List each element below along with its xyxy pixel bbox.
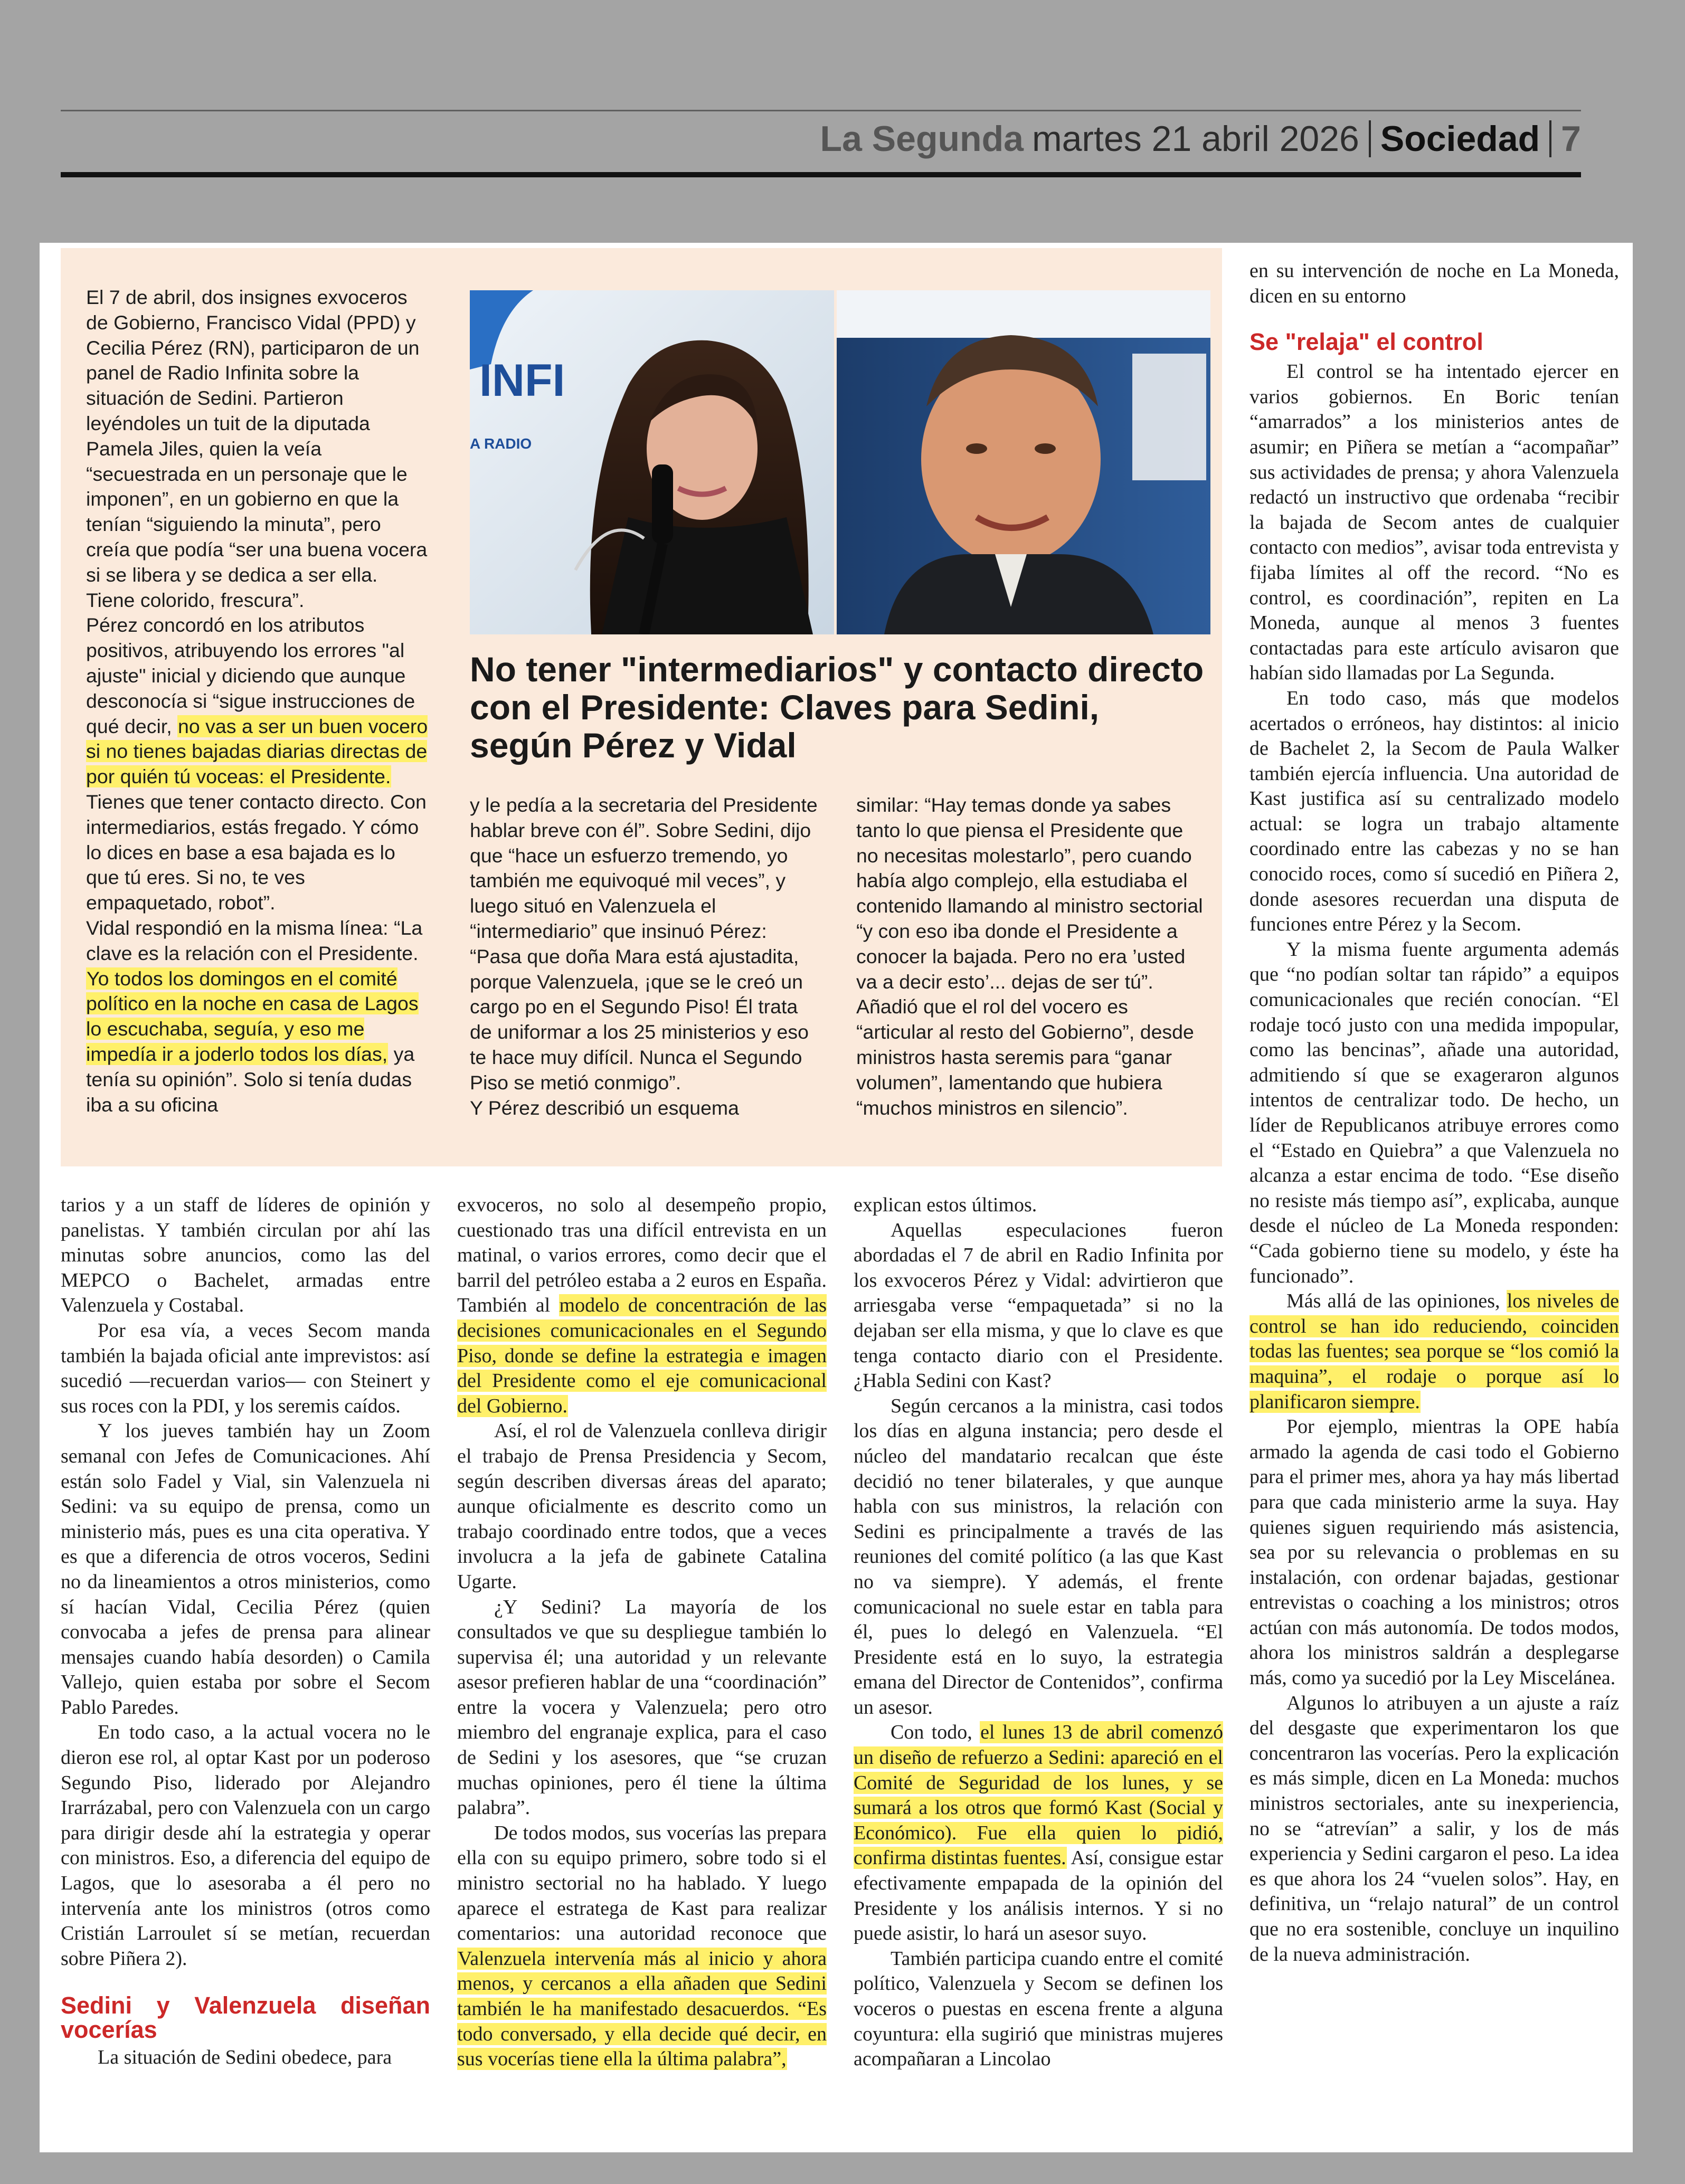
highlighted-text: Yo todos los domingos en el comité político en la noche en casa de Lagos lo escuchaba, seguía, y eso me impedía ir a joderlo todos los días, [86,967,419,1065]
highlighted-text: el lunes 13 de abril comenzó un diseño de refuerzo a Sedini: apareció en el Comité de Seguridad de los lunes, y se sumará a los otros que formó Kast (Social y Económico). Fue ella quien lo pidió, confirma distintas fuentes. [854,1721,1223,1869]
paragraph [854,1946,1223,2072]
paragraph-text: Por esa vía, a veces Secom manda también la bajada oficial ante imprevistos: así sucedió —recuerdan varios— con Steinert y sus roces con la PDI, y los seremis caídos. [61,1319,430,1417]
paragraph [86,916,429,1117]
paragraph [61,1318,430,1419]
paragraph-text: tarios y a un staff de líderes de opinión y panelistas. Y también circulan por ahí las minutas sobre anuncios, como las del MEPCO o Bachelet, armadas entre Valenzuela y Costabal. [61,1194,430,1317]
header-separator [1369,120,1371,157]
paragraph [457,1595,827,1821]
highlighted-text: no vas a ser un buen vocero si no tienes bajadas diarias directas de por quién tú voceas: el Presidente. [86,715,428,788]
paragraph [856,793,1205,1121]
paragraph-text: Vidal respondió en la misma línea: “La clave es la relación con el Presidente. [86,916,423,964]
paragraph [86,613,429,916]
paragraph [1249,359,1619,686]
paragraph [457,1193,827,1419]
paragraph-text: El control se ha intentado ejercer en varios gobiernos. En Boric tenían “amarrados” a los ministerios antes de asumir; en Piñera se metían a “acompañar” sus actividades de prensa; y ahora Valenzuela redactó un instructivo que ordenaba “recibir la bajada de Secom antes de cualquier contacto con medios”, avisar toda entrevista y fijaba límites al off the record. “No es control, es coordinación”, repiten en La Moneda, aunque al menos 3 fuentes contactadas para este artículo avisaron que habían sido llamadas por La Segunda. [1249,360,1619,685]
article-column-3 [854,1193,1223,2072]
paragraph-text: Así, el rol de Valenzuela conlleva dirigir el trabajo de Prensa Presidencia y Secom, según describen diversas áreas del aparato; aunque oficialmente es descrito como un trabajo coordinado entre todos, que a veces involucra a la jefa de gabinete Catalina Ugarte. [457,1420,827,1593]
article-column-4 [1249,259,1619,1967]
cecilia-perez-photo-image [470,290,834,634]
paragraph [854,1720,1223,1946]
paragraph-text: en su intervención de noche en La Moneda, dicen en su entorno [1249,260,1619,307]
paragraph [854,1394,1223,1721]
paragraph-text: Con todo, [891,1721,980,1744]
paragraph-text: ya tenía su opinión”. Solo si tenía dudas iba a su oficina [86,1042,415,1116]
paragraph-text: De todos modos, sus vocerías las prepara ella con su equipo primero, sobre todo si el ministro sectorial no ha hablado. Y luego aparece el estratega de Kast para realizar comentarios: una autoridad reconoce que [457,1821,827,1945]
header-rule-top [61,110,1581,111]
paragraph-text: explican estos últimos. [854,1194,1037,1216]
paragraph [61,1193,430,1318]
paragraph-text: Tienes que tener contacto directo. Con intermediarios, estás fregado. Y cómo lo dices en base a esa bajada es lo que tú eres. Si no, te ves empaquetado, robot”. [86,790,427,914]
sidebar-title-regular: No tener "intermediarios" y contacto directo con el Presidente: [470,650,1204,727]
paragraph [86,285,429,613]
francisco-vidal-photo-image [837,290,1210,634]
photo-cecilia-perez [470,290,834,634]
paragraph [61,1419,430,1720]
paragraph-text: En todo caso, más que modelos acertados o erróneos, hay distintos: al inicio de Bachelet 2, la Secom de Paula Walker también ejercía influencia. Una autoridad de Kast justifica así su centralizado modelo actual: se logra un trabajo altamente coordinado entre las cabezas y no se han conocido roces, como sí sucedió en Piñera 2, donde asesores recuerdan una disputa de funciones entre Pérez y la Secom. [1249,687,1619,936]
article-column-2 [457,1193,827,2072]
paragraph-text: Aquellas especulaciones fueron abordadas el 7 de abril en Radio Infinita por los exvoceros Pérez y Vidal: advirtieron que arriesgaba verse “empaquetada” si no la dejaban ser ella misma, y que lo clave es que tenga contacto diario con el Presidente. ¿Habla Sedini con Kast? [854,1219,1223,1392]
paragraph [1249,1691,1619,1968]
paragraph [1249,259,1619,309]
highlighted-text: modelo de concentración de las decisiones comunicacionales en el Segundo Piso, donde se define la estrategia e imagen del Presidente como el eje comunicacional del Gobierno. [457,1294,827,1417]
sidebar-column-3 [856,793,1205,1121]
paragraph-text: Y la misma fuente argumenta además que “no podían soltar tan rápido” a equipos comunicacionales que recién conocían. “El rodaje tocó justo con una medida impopular, como las bencinas”, añade una autoridad, admitiendo sí que se exageraron algunos intentos de centralizar todo. De hecho, un líder de Republicanos atribuye errores como el “Estado en Quiebra” a que Valenzuela no alcanza a estar encima de todo. “Ese diseño no resiste más tiempo así”, explicaba, aunque desde el núcleo de La Moneda responden: “Cada gobierno tiene su modelo, y éste ha funcionado”. [1249,938,1619,1287]
paragraph [854,1193,1223,1218]
paragraph [457,1821,827,2072]
paragraph [1249,937,1619,1289]
paragraph-text: Más allá de las opiniones, [1286,1290,1507,1313]
paragraph-text: En todo caso, a la actual vocera no le dieron ese rol, al optar Kast por un poderoso Segundo Piso, liderado por Alejandro Irarrázabal, pero con Valenzuela con un cargo para dirigir desde ahí la estrategia y operar con ministros. Eso, a diferencia del equipo de Lagos, que lo asesoraba a él pero no intervenía ante los ministros (otros como Cristián Larroulet sí se metían, recuerdan sobre Piñera 2). [61,1721,430,1970]
paragraph-text: Y los jueves también hay un Zoom semanal con Jefes de Comunicaciones. Ahí están solo Fadel y Vial, sin Valenzuela ni Sedini: va su equipo de prensa, como un ministerio más, pues es una cita operativa. Y es que a diferencia de otros voceros, Sedini no da lineamientos a otros ministerios, como sí hacían Vidal, Cecilia Pérez (quien convocaba a jefes de prensa para alinear mensajes cuando había desorden) o Camila Vallejo, quien estaba por sobre el Secom Pablo Paredes. [61,1420,430,1718]
paragraph-text: Así, consigue estar efectivamente empapada de la opinión del Presidente y los análisis internos. Y si no puede asistir, lo hará un asesor suyo. [854,1847,1223,1945]
paragraph [470,793,818,1096]
paragraph-text: También participa cuando entre el comité político, Valenzuela y Secom se definen los voceros o puestas en escena frente a alguna coyuntura: ella sugirió que ministras mujeres acompañaran a Lincolao [854,1947,1223,2071]
issue-date: martes 21 abril 2026 [1031,119,1359,159]
paragraph [854,1218,1223,1394]
paragraph [457,1419,827,1594]
paragraph-text: La situación de Sedini obedece, para [98,2046,392,2069]
paragraph [61,2045,430,2071]
sidebar-column-2 [470,793,818,1121]
highlighted-text: los niveles de control se han ido reduciendo, coinciden todas las fuentes; sea porque se “los comió la maquina”, el rodaje o porque así lo planificaron siempre. [1249,1290,1619,1413]
paragraph-text: exvoceros, no solo al desempeño propio, cuestionado tras una difícil entrevista en un matinal, o varios errores, como decir que el barril del petróleo estaba a 2 euros en España. También al [457,1194,827,1317]
subhead-sedini-valenzuela: Sedini y Valenzuela diseñan vocerías [61,1992,430,2044]
subhead-relaja-control: Se "relaja" el control [1249,328,1483,356]
article-column-4-text [1249,359,1619,1967]
article-column-1-after [61,2045,430,2071]
highlighted-text: Valenzuela intervenía más al inicio y ahora menos, y cercanos a ella añaden que Sedini también le ha manifestado desacuerdos. “Es todo conversado, y ella decide qué decir, en sus vocerías tiene ella la última palabra”, [457,1947,827,2071]
paragraph-text: Pérez concordó en los atributos positivos, atribuyendo los errores "al ajuste" inicial y diciendo que aunque desconocía si “sigue instrucciones de qué decir, [86,614,415,737]
header-rule-bottom [61,172,1581,177]
paragraph-text: ¿Y Sedini? La mayoría de los consultados ve que su despliegue también lo supervisa él; una autoridad y un relevante asesor prefieren hablar de una “coordinación” entre la vocera y Valenzuela; pero otro miembro del engranaje explica, para el caso de Sedini y los asesores, que “se cruzan muchas opiniones, pero él tiene la última palabra”. [457,1596,827,1819]
paragraph-text: similar: “Hay temas donde ya sabes tanto lo que piensa el Presidente que no necesitas molestarlo”, pero cuando había algo complejo, ella estudiaba el contenido llamando al ministro sectorial “y con eso iba donde el Presidente a conocer la bajada. Pero no era ’usted va a decir esto’... dejas de ser tú”. Añadió que el rol del vocero es “articular al resto del Gobierno”, desde ministros hasta seremis para “ganar volumen”, lamentando que hubiera “muchos ministros en silencio”. [856,794,1203,1119]
sidebar-title [470,650,1209,764]
paragraph-text: Según cercanos a la ministra, casi todos los días en alguna instancia; pero desde el núcleo del mandatario recalcan que éste decidió no tener bilaterales, y que aunque habla con sus ministros, la relación con Sedini es principalmente a través de las reuniones del comité político (a las que Kast no va siempre). Y además, el frente comunicacional no suele estar en tabla para él, pues lo delegó en Valenzuela. “El Presidente está en lo suyo, la estrategia emana del Director de Contenidos”, confirma un asesor. [854,1394,1223,1718]
paragraph-text: El 7 de abril, dos insignes exvoceros de Gobierno, Francisco Vidal (PPD) y Cecilia Pérez (RN), participaron de un panel de Radio Infinita sobre la situación de Sedini. Partieron leyéndoles un tuit de la diputada Pamela Jiles, quien la veía “secuestrada en un personaje que le imponen”, en un gobierno en que la tenían “siguiendo la minuta”, pero creía que podía “ser una buena vocera si se libera y se dedica a ser ella. Tiene colorido, frescura”. [86,286,428,611]
paragraph [470,1096,818,1121]
page-number: 7 [1561,119,1581,159]
paragraph-text: y le pedía a la secretaria del Presidente hablar breve con él”. Sobre Sedini, dijo que “hace un esfuerzo tremendo, yo también me equivoqué mil veces”, y luego situó en Valenzuela el “intermediario” que insinuó Pérez: “Pasa que doña Mara está ajustadita, porque Valenzuela, ¡que se le creó un cargo po en el Segundo Piso! Él trata de uniformar a los 25 ministerios y eso te hace muy difícil. Nunca el Segundo Piso se metió conmigo”. [470,794,818,1094]
page-header [61,115,1581,163]
section-name: Sociedad [1380,119,1540,159]
sidebar-column-1 [86,285,429,1117]
paragraph [61,1720,430,1971]
article-column-1 [61,1193,430,2071]
article-column-4-top [1249,259,1619,309]
radio-logo-text: INFI [479,355,565,406]
paragraph-text: Por ejemplo, mientras la OPE había armado la agenda de casi todo el Gobierno para el primer mes, ahora ya hay más libertad para que cada ministerio arme la suya. Hay quienes siguen requiriendo más asistencia, sea por su relevancia o problemas en su instalación, con ordenar bajadas, gestionar entrevistas o coaching a los ministros; otros actúan con más autonomía. De todos modos, ahora los ministros saldrán a desplegarse más, como ya sucedió por la Ley Miscelánea. [1249,1416,1619,1689]
sidebar-title-bold: Claves para Sedini, según Pérez y Vidal [470,688,1100,765]
paragraph-text: Algunos lo atribuyen a un ajuste a raíz del desgaste que experimentaron los que concentraron las vocerías. Pero la explicación es más simple, dicen en La Moneda: muchos ministros sectoriales, ante su inexperiencia, no se “atrevían” a salir, y los de más experiencia y Sedini cargaron el peso. La idea es que ahora los 24 “vuelen solos”. Hay, en definitiva, un “relajo natural” de un control que no era sostenible, concluye un inquilino de la nueva administración. [1249,1692,1619,1965]
paragraph [1249,686,1619,937]
radio-logo-subtext: A RADIO [470,435,532,452]
newspaper-name: La Segunda [820,119,1024,159]
header-separator [1549,120,1551,157]
article-column-1-text [61,1193,430,1971]
paragraph-text: Y Pérez describió un esquema [470,1096,740,1119]
paragraph [1249,1414,1619,1691]
paragraph [1249,1289,1619,1414]
photo-francisco-vidal [837,290,1210,634]
